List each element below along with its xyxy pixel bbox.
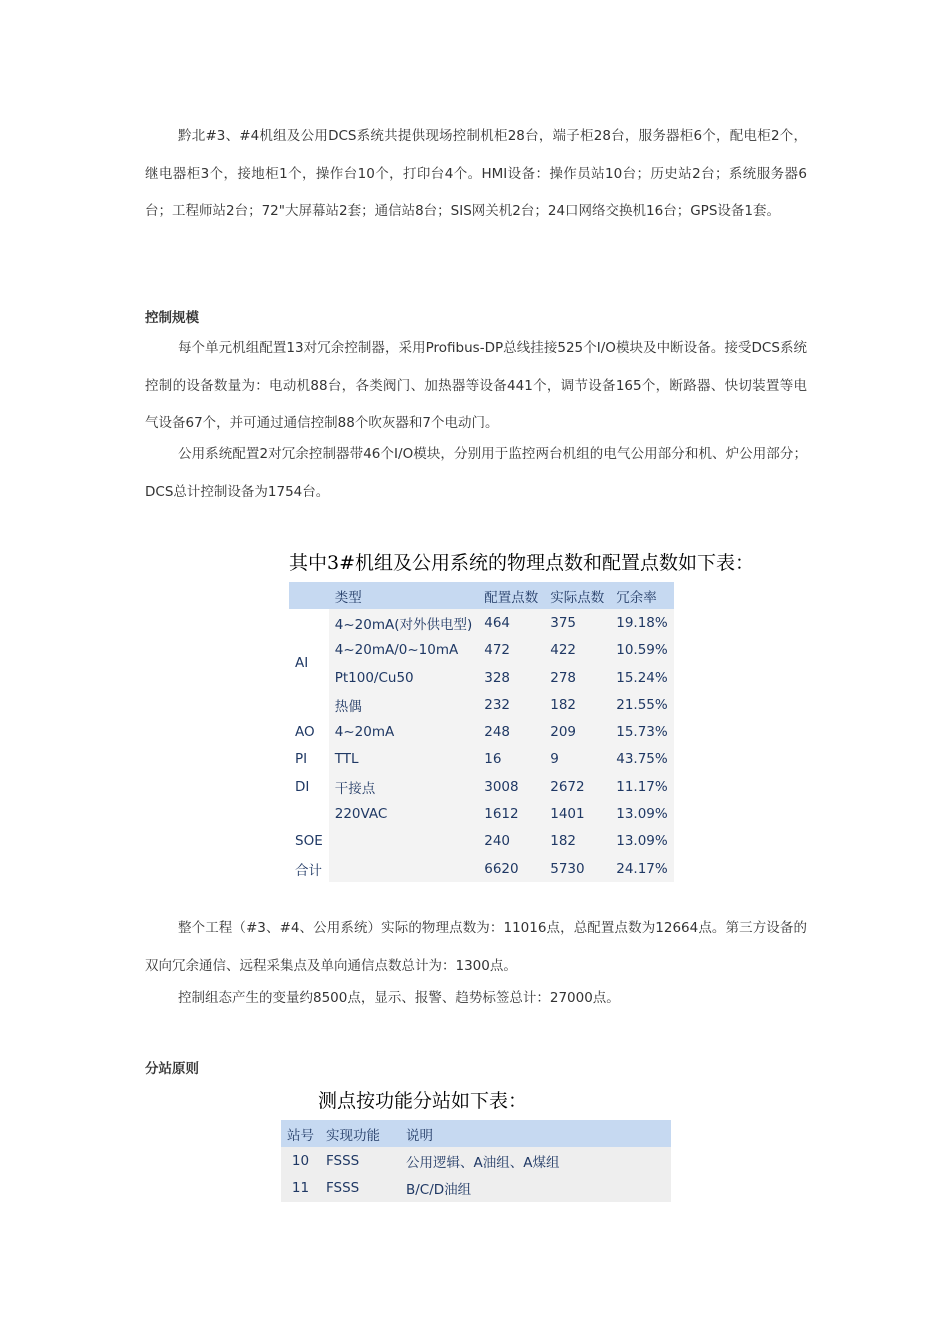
category-cell bbox=[289, 800, 329, 827]
station-table bbox=[281, 1120, 671, 1202]
actual-cell: 9 bbox=[544, 746, 610, 773]
rate-cell: 13.09% bbox=[610, 800, 673, 827]
type-cell: 热偶 bbox=[329, 691, 479, 718]
table2-caption: 测点按功能分站如下表： bbox=[318, 1090, 528, 1112]
category-cell: PI bbox=[289, 746, 329, 773]
actual-cell: 209 bbox=[544, 718, 610, 745]
table-row bbox=[289, 855, 674, 882]
type-cell: 4~20mA bbox=[329, 718, 479, 745]
table-row bbox=[289, 800, 674, 827]
category-cell: AI bbox=[289, 650, 329, 677]
config-cell: 3008 bbox=[478, 773, 544, 800]
table-header-row bbox=[289, 582, 674, 609]
station-id-cell: 10 bbox=[281, 1147, 320, 1174]
actual-cell: 2672 bbox=[544, 773, 610, 800]
header-cell: 类型 bbox=[329, 582, 479, 609]
type-cell: TTL bbox=[329, 746, 479, 773]
header-cell: 站号 bbox=[281, 1120, 320, 1147]
table-row bbox=[289, 746, 674, 773]
function-cell: FSSS bbox=[320, 1175, 400, 1202]
actual-cell: 278 bbox=[544, 664, 610, 691]
type-cell: Pt100/Cu50 bbox=[329, 664, 479, 691]
control-scale-paragraph-2: 公用系统配置2对冗余控制器带46个I/O模块，分别用于监控两台机组的电气公用部分和机、炉公用部分；DCS总计控制设备为1754台。 bbox=[145, 446, 807, 500]
header-cell: 说明 bbox=[400, 1120, 671, 1147]
rate-cell: 24.17% bbox=[610, 855, 673, 882]
table-row bbox=[289, 664, 674, 691]
actual-cell: 182 bbox=[544, 828, 610, 855]
type-cell: 4~20mA/0~10mA bbox=[329, 637, 479, 664]
category-cell bbox=[289, 609, 329, 636]
header-cell bbox=[289, 582, 329, 609]
header-cell: 实际点数 bbox=[544, 582, 610, 609]
config-cell: 232 bbox=[478, 691, 544, 718]
type-cell: 220VAC bbox=[329, 800, 479, 827]
config-cell: 6620 bbox=[478, 855, 544, 882]
table-row bbox=[281, 1175, 671, 1202]
config-cell: 472 bbox=[478, 637, 544, 664]
actual-cell: 5730 bbox=[544, 855, 610, 882]
actual-cell: 422 bbox=[544, 637, 610, 664]
category-cell: SOE bbox=[289, 828, 329, 855]
table-row bbox=[289, 773, 674, 800]
description-cell: B/C/D油组 bbox=[400, 1175, 671, 1202]
header-cell: 实现功能 bbox=[320, 1120, 400, 1147]
table-header-row bbox=[281, 1120, 671, 1147]
rate-cell: 11.17% bbox=[610, 773, 673, 800]
rate-cell: 10.59% bbox=[610, 637, 673, 664]
category-cell: 合计 bbox=[289, 855, 329, 882]
function-cell: FSSS bbox=[320, 1147, 400, 1174]
table1-caption: 其中3#机组及公用系统的物理点数和配置点数如下表： bbox=[289, 552, 755, 574]
actual-cell: 375 bbox=[544, 609, 610, 636]
summary-paragraph-2: 控制组态产生的变量约8500点，显示、报警、趋势标签总计：27000点。 bbox=[178, 990, 620, 1006]
summary-paragraph-1: 整个工程（#3、#4、公用系统）实际的物理点数为：11016点，总配置点数为12664点。第三方设备的双向冗余通信、远程采集点及单向通信点数总计为：1300点。 bbox=[145, 920, 807, 974]
category-cell: AO bbox=[289, 718, 329, 745]
rate-cell: 13.09% bbox=[610, 828, 673, 855]
points-table bbox=[289, 582, 674, 882]
section-title-control-scale: 控制规模 bbox=[145, 310, 199, 326]
table-row bbox=[289, 828, 674, 855]
category-cell bbox=[289, 691, 329, 718]
table-row bbox=[289, 609, 674, 636]
control-scale-paragraph-1: 每个单元机组配置13对冗余控制器，采用Profibus-DP总线挂接525个I/O模块及中断设备。接受DCS系统控制的设备数量为：电动机88台，各类阀门、加热器等设备441个，调节设备165个，断路器、快切装置等电气设备67个，并可通过通信控制88个吹灰器和7个电动门。 bbox=[145, 340, 807, 431]
config-cell: 240 bbox=[478, 828, 544, 855]
section-title-substation: 分站原则 bbox=[145, 1061, 199, 1077]
type-cell: 干接点 bbox=[329, 773, 479, 800]
rate-cell: 15.73% bbox=[610, 718, 673, 745]
config-cell: 328 bbox=[478, 664, 544, 691]
intro-paragraph: 黔北#3、#4机组及公用DCS系统共提供现场控制机柜28台，端子柜28台，服务器柜6个，配电柜2个，继电器柜3个，接地柜1个，操作台10个，打印台4个。HMI设备：操作员站10台；历史站2台；系统服务器6台；工程师站2台；72"大屏幕站2套；通信站8台；SIS网关机2台；24口网络交换机16台；GPS设备1套。 bbox=[145, 128, 807, 219]
table-row bbox=[289, 691, 674, 718]
config-cell: 1612 bbox=[478, 800, 544, 827]
category-cell: DI bbox=[289, 773, 329, 800]
rate-cell: 43.75% bbox=[610, 746, 673, 773]
rate-cell: 21.55% bbox=[610, 691, 673, 718]
header-cell: 配置点数 bbox=[478, 582, 544, 609]
station-id-cell: 11 bbox=[281, 1175, 320, 1202]
config-cell: 248 bbox=[478, 718, 544, 745]
type-cell: 4~20mA(对外供电型) bbox=[329, 609, 479, 636]
table-row bbox=[281, 1147, 671, 1174]
type-cell bbox=[329, 828, 479, 855]
config-cell: 464 bbox=[478, 609, 544, 636]
type-cell bbox=[329, 855, 479, 882]
table-row bbox=[289, 718, 674, 745]
header-cell: 冗余率 bbox=[610, 582, 673, 609]
rate-cell: 19.18% bbox=[610, 609, 673, 636]
config-cell: 16 bbox=[478, 746, 544, 773]
actual-cell: 1401 bbox=[544, 800, 610, 827]
description-cell: 公用逻辑、A油组、A煤组 bbox=[400, 1147, 671, 1174]
actual-cell: 182 bbox=[544, 691, 610, 718]
table-row bbox=[289, 637, 674, 664]
rate-cell: 15.24% bbox=[610, 664, 673, 691]
